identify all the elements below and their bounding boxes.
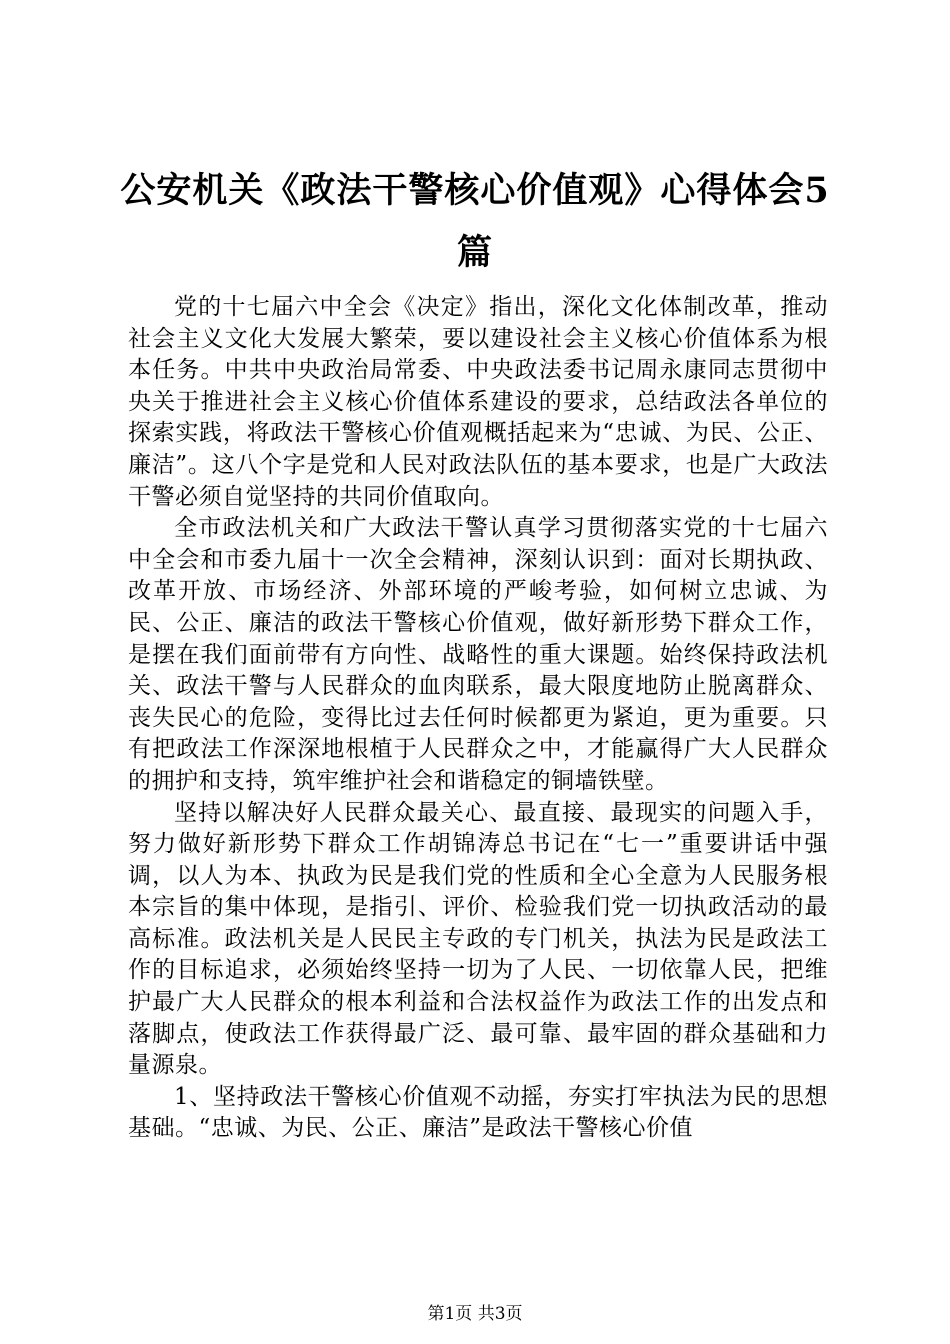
- paragraph-1: 党的十七届六中全会《决定》指出，深化文化体制改革，推动社会主义文化大发展大繁荣，要以建设社会主义核心价值体系为根本任务。中共中央政治局常委、中央政法委书记周永康同志贯彻中央关于推进社会主义核心价值体系建设的要求，总结政法各单位的探索实践，将政法干警核心价值观概括起来为“忠诚、为民、公正、廉洁”。这八个字是党和人民对政法队伍的基本要求，也是广大政法干警必须自觉坚持的共同价值取向。: [128, 294, 828, 510]
- page-number-footer: 第1页 共3页: [427, 1304, 523, 1324]
- document-body: [128, 292, 828, 1145]
- paragraph-4: 1、坚持政法干警核心价值观不动摇，夯实打牢执法为民的思想基础。“忠诚、为民、公正、廉洁”是政法干警核心价值: [128, 1083, 828, 1142]
- document-title: 公安机关《政法干警核心价值观》心得体会5篇: [120, 170, 830, 273]
- paragraph-2: 全市政法机关和广大政法干警认真学习贯彻落实党的十七届六中全会和市委九届十一次全会精神，深刻认识到：面对长期执政、改革开放、市场经济、外部环境的严峻考验，如何树立忠诚、为民、公正、廉洁的政法干警核心价值观，做好新形势下群众工作，是摆在我们面前带有方向性、战略性的重大课题。始终保持政法机关、政法干警与人民群众的血肉联系，最大限度地防止脱离群众、丧失民心的危险，变得比过去任何时候都更为紧迫，更为重要。只有把政法工作深深地根植于人民群众之中，才能赢得广大人民群众的拥护和支持，筑牢维护社会和谐稳定的铜墙铁壁。: [128, 515, 828, 794]
- paragraph-3: 坚持以解决好人民群众最关心、最直接、最现实的问题入手，努力做好新形势下群众工作胡锦涛总书记在“七一”重要讲话中强调，以人为本、执政为民是我们党的性质和全心全意为人民服务根本宗旨的集中体现，是指引、评价、检验我们党一切执政活动的最高标准。政法机关是人民民主专政的专门机关，执法为民是政法工作的目标追求，必须始终坚持一切为了人民、一切依靠人民，把维护最广大人民群众的根本利益和合法权益作为政法工作的出发点和落脚点，使政法工作获得最广泛、最可靠、最牢固的群众基础和力量源泉。: [128, 799, 828, 1079]
